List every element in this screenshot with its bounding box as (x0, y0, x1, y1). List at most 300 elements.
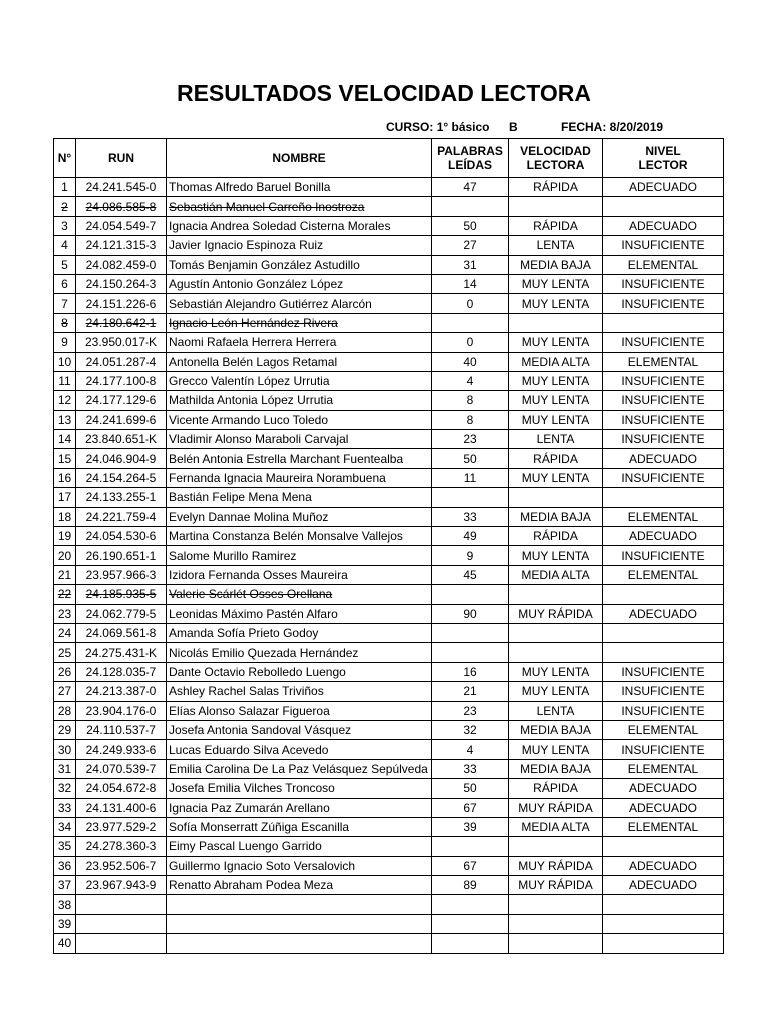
row-velocidad: LENTA (536, 238, 575, 253)
row-number-cell (54, 391, 76, 410)
row-number: 39 (57, 917, 72, 932)
table-row (54, 507, 724, 526)
row-velocidad: MEDIA BAJA (520, 509, 591, 524)
table-row (54, 352, 724, 371)
row-velocidad: MUY LENTA (521, 393, 590, 408)
row-run-cell (76, 371, 167, 390)
row-run-cell (76, 643, 167, 662)
row-number: 12 (57, 393, 72, 408)
row-run: 23.957.966-3 (85, 568, 157, 582)
row-number-cell (54, 488, 76, 507)
row-nivel: ADECUADO (628, 606, 697, 621)
row-palabras-cell (432, 371, 509, 390)
row-run: 24.221.759-4 (85, 509, 157, 524)
row-velocidad: RÁPIDA (533, 781, 578, 796)
row-nivel: ADECUADO (628, 858, 697, 873)
row-number: 23 (57, 606, 72, 621)
row-palabras-cell (432, 507, 509, 526)
row-number: 5 (61, 257, 68, 272)
row-nivel-cell (603, 720, 724, 739)
row-number: 24 (57, 626, 72, 641)
row-run: 24.213.387-0 (85, 684, 157, 699)
row-nombre-cell (167, 546, 432, 565)
row-nivel-cell (603, 468, 724, 487)
row-palabras-cell (432, 410, 509, 429)
table-row (54, 662, 724, 681)
row-velocidad-cell (509, 507, 603, 526)
row-number-cell (54, 740, 76, 759)
row-velocidad-cell (509, 274, 603, 293)
row-run: 24.180.642-1 (85, 315, 157, 330)
row-run: 23.950.017-K (84, 335, 158, 350)
row-nivel: ELEMENTAL (627, 761, 699, 776)
row-nivel-cell (603, 294, 724, 313)
row-nivel: ADECUADO (628, 180, 697, 195)
row-palabras: 0 (466, 296, 474, 311)
row-number-cell (54, 682, 76, 701)
row-number-cell (54, 779, 76, 798)
row-velocidad: MUY LENTA (521, 742, 590, 757)
row-number-cell (54, 934, 76, 953)
row-nombre: Renatto Abraham Podea Meza (169, 878, 334, 893)
header-nivel (603, 139, 724, 178)
row-velocidad: MUY LENTA (521, 374, 590, 389)
row-run: 23.967.943-9 (85, 878, 157, 893)
row-velocidad-cell (509, 527, 603, 546)
row-velocidad-cell (509, 410, 603, 429)
row-velocidad: MUY RÁPIDA (518, 606, 593, 621)
row-nombre-cell (167, 527, 432, 546)
table-row (54, 371, 724, 390)
row-nombre-cell (167, 662, 432, 681)
row-palabras: 16 (463, 664, 477, 679)
row-number-cell (54, 817, 76, 836)
row-number: 14 (57, 432, 72, 447)
row-number-cell (54, 914, 76, 933)
table-row (54, 837, 724, 856)
row-number: 32 (57, 781, 72, 796)
row-nivel: ADECUADO (628, 529, 697, 544)
row-number: 8 (61, 315, 68, 330)
row-number: 38 (57, 897, 72, 912)
row-nombre-cell (167, 507, 432, 526)
row-nombre: Dante Octavio Rebolledo Luengo (169, 664, 346, 679)
row-palabras: 4 (466, 742, 474, 757)
table-row (54, 779, 724, 798)
row-palabras: 89 (463, 878, 477, 893)
row-nivel: INSUFICIENTE (621, 664, 705, 679)
row-nivel: INSUFICIENTE (621, 703, 705, 718)
row-palabras-cell (432, 720, 509, 739)
row-velocidad: MEDIA ALTA (521, 820, 590, 835)
row-number: 18 (57, 509, 72, 524)
row-nivel-cell (603, 817, 724, 836)
row-run-cell (76, 934, 167, 953)
row-nombre: Salome Murillo Ramirez (169, 548, 297, 563)
row-number: 28 (57, 703, 72, 718)
row-run: 24.177.129-6 (85, 393, 157, 408)
table-row (54, 817, 724, 836)
row-velocidad: MEDIA ALTA (521, 568, 590, 582)
row-number: 37 (57, 878, 72, 893)
row-number: 29 (57, 723, 72, 738)
table-row (54, 740, 724, 759)
row-nivel-cell (603, 178, 724, 197)
row-number-cell (54, 837, 76, 856)
row-velocidad: MEDIA BAJA (520, 761, 591, 776)
row-palabras-cell (432, 565, 509, 584)
row-number-cell (54, 604, 76, 623)
row-run-cell (76, 197, 167, 216)
row-nivel-cell (603, 740, 724, 759)
curso-field (386, 120, 490, 134)
row-number-cell (54, 565, 76, 584)
row-velocidad: LENTA (536, 703, 575, 718)
row-run: 26.190.651-1 (85, 548, 157, 563)
row-velocidad: MEDIA BAJA (520, 257, 591, 272)
table-row (54, 527, 724, 546)
row-number-cell (54, 527, 76, 546)
row-run: 24.054.530-6 (85, 529, 157, 544)
row-palabras-cell (432, 682, 509, 701)
row-nombre-cell (167, 294, 432, 313)
row-run-cell (76, 333, 167, 352)
row-number-cell (54, 876, 76, 895)
row-palabras-cell (432, 759, 509, 778)
row-number-cell (54, 585, 76, 604)
row-velocidad-cell (509, 934, 603, 953)
table-row (54, 468, 724, 487)
row-nombre: Guillermo Ignacio Soto Versalovich (169, 858, 356, 873)
row-nombre-cell (167, 682, 432, 701)
table-row (54, 682, 724, 701)
row-number: 15 (57, 451, 72, 466)
header-palabras-line1: PALABRAS (437, 144, 503, 158)
row-number: 6 (61, 277, 68, 292)
row-palabras: 67 (463, 800, 477, 815)
row-number: 17 (57, 490, 72, 505)
row-run-cell (76, 178, 167, 197)
row-number: 20 (57, 548, 72, 563)
row-palabras-cell (432, 352, 509, 371)
row-nombre: Amanda Sofía Prieto Godoy (169, 626, 319, 641)
row-nombre-cell (167, 430, 432, 449)
row-palabras-cell (432, 216, 509, 235)
row-run: 24.051.287-4 (85, 354, 157, 369)
row-palabras: 50 (463, 218, 477, 233)
row-number: 16 (57, 471, 72, 486)
row-nombre: Javier Ignacio Espinoza Ruiz (169, 238, 324, 253)
row-run: 24.128.035-7 (85, 664, 157, 679)
row-nombre: Tomás Benjamin González Astudillo (169, 257, 360, 272)
row-number-cell (54, 507, 76, 526)
table-row (54, 197, 724, 216)
table-row (54, 178, 724, 197)
row-run-cell (76, 798, 167, 817)
row-run-cell (76, 546, 167, 565)
table-row (54, 856, 724, 875)
table-row (54, 391, 724, 410)
row-nombre-cell (167, 643, 432, 662)
row-number-cell (54, 759, 76, 778)
table-row (54, 604, 724, 623)
row-nivel: ADECUADO (628, 781, 697, 796)
row-palabras: 14 (463, 277, 477, 292)
row-nivel-cell (603, 643, 724, 662)
row-run-cell (76, 604, 167, 623)
row-run: 23.840.651-K (84, 432, 158, 447)
row-velocidad-cell (509, 178, 603, 197)
row-run-cell (76, 488, 167, 507)
row-run-cell (76, 585, 167, 604)
row-velocidad: MUY RÁPIDA (518, 800, 593, 815)
row-nivel: INSUFICIENTE (621, 432, 705, 447)
row-palabras-cell (432, 333, 509, 352)
row-velocidad: MUY LENTA (521, 277, 590, 292)
row-nivel-cell (603, 236, 724, 255)
row-nivel: INSUFICIENTE (621, 742, 705, 757)
row-number-cell (54, 352, 76, 371)
table-row (54, 294, 724, 313)
row-run-cell (76, 449, 167, 468)
row-run-cell (76, 876, 167, 895)
row-nivel-cell (603, 449, 724, 468)
row-nombre-cell (167, 352, 432, 371)
row-nombre: Agustín Antonio González López (169, 277, 344, 292)
row-nombre-cell (167, 333, 432, 352)
row-nivel: ELEMENTAL (627, 509, 699, 524)
row-palabras-cell (432, 255, 509, 274)
row-palabras-cell (432, 798, 509, 817)
row-palabras-cell (432, 546, 509, 565)
row-velocidad-cell (509, 720, 603, 739)
row-run-cell (76, 701, 167, 720)
row-nombre: Vicente Armando Luco Toledo (169, 412, 329, 427)
row-number: 27 (57, 684, 72, 699)
row-palabras: 90 (463, 606, 477, 621)
row-nombre-cell (167, 856, 432, 875)
row-nivel-cell (603, 914, 724, 933)
row-run-cell (76, 294, 167, 313)
row-number: 4 (61, 238, 68, 253)
row-nivel: ADECUADO (628, 451, 697, 466)
row-nombre: Leonidas Máximo Pastén Alfaro (169, 606, 338, 621)
table-row (54, 798, 724, 817)
row-number-cell (54, 662, 76, 681)
row-palabras: 0 (466, 335, 474, 350)
row-velocidad-cell (509, 391, 603, 410)
row-velocidad: RÁPIDA (533, 180, 578, 195)
row-palabras-cell (432, 430, 509, 449)
row-nivel: ELEMENTAL (627, 568, 699, 582)
row-nombre: Izidora Fernanda Osses Maureira (169, 568, 348, 582)
row-velocidad-cell (509, 798, 603, 817)
header-row (54, 139, 724, 178)
row-nivel: INSUFICIENTE (621, 277, 705, 292)
row-run-cell (76, 410, 167, 429)
row-nivel-cell (603, 798, 724, 817)
row-velocidad-cell (509, 604, 603, 623)
table-row (54, 546, 724, 565)
row-velocidad-cell (509, 701, 603, 720)
row-nivel: ELEMENTAL (627, 354, 699, 369)
row-palabras: 33 (463, 509, 477, 524)
table-row (54, 623, 724, 642)
row-velocidad-cell (509, 817, 603, 836)
row-nivel: ADECUADO (628, 800, 697, 815)
row-nombre-cell (167, 468, 432, 487)
row-run: 24.070.539-7 (85, 761, 157, 776)
row-number-cell (54, 178, 76, 197)
row-number: 7 (61, 296, 68, 311)
row-nombre-cell (167, 178, 432, 197)
row-run: 24.151.226-6 (85, 296, 157, 311)
row-palabras: 47 (463, 180, 477, 195)
fecha-label: FECHA: (561, 120, 607, 134)
table-row (54, 333, 724, 352)
row-velocidad-cell (509, 876, 603, 895)
row-run-cell (76, 527, 167, 546)
row-nombre-cell (167, 895, 432, 914)
row-nivel-cell (603, 856, 724, 875)
row-number-cell (54, 274, 76, 293)
row-number-cell (54, 701, 76, 720)
row-nivel-cell (603, 488, 724, 507)
row-velocidad: RÁPIDA (533, 529, 578, 544)
header-run: RUN (76, 139, 167, 178)
row-velocidad-cell (509, 895, 603, 914)
page-title: RESULTADOS VELOCIDAD LECTORA (176, 80, 591, 106)
row-nombre-cell (167, 585, 432, 604)
row-run-cell (76, 817, 167, 836)
row-run: 24.150.264-3 (85, 277, 157, 292)
row-velocidad: MEDIA BAJA (520, 723, 591, 738)
row-palabras: 32 (463, 723, 477, 738)
row-palabras-cell (432, 449, 509, 468)
row-palabras-cell (432, 623, 509, 642)
row-run-cell (76, 682, 167, 701)
fecha-value: 8/20/2019 (609, 120, 664, 134)
row-velocidad: RÁPIDA (533, 451, 578, 466)
row-nivel-cell (603, 352, 724, 371)
curso-value: 1° básico (436, 120, 490, 134)
row-velocidad-cell (509, 468, 603, 487)
row-velocidad: RÁPIDA (533, 218, 578, 233)
row-run-cell (76, 391, 167, 410)
row-number-cell (54, 216, 76, 235)
row-velocidad-cell (509, 740, 603, 759)
row-velocidad: MUY RÁPIDA (518, 878, 593, 893)
row-palabras-cell (432, 895, 509, 914)
row-velocidad: MUY LENTA (521, 412, 590, 427)
row-nombre-cell (167, 604, 432, 623)
row-nombre: Grecco Valentín López Urrutia (169, 374, 330, 389)
row-number: 35 (57, 839, 72, 854)
row-number-cell (54, 313, 76, 332)
header-palabras-line2: LEÍDAS (447, 158, 492, 172)
row-run: 24.062.779-5 (85, 606, 157, 621)
row-palabras-cell (432, 274, 509, 293)
row-nivel: INSUFICIENTE (621, 412, 705, 427)
row-velocidad-cell (509, 759, 603, 778)
row-palabras-cell (432, 837, 509, 856)
row-number-cell (54, 623, 76, 642)
row-nombre: Nicolás Emilio Quezada Hernández (169, 645, 359, 660)
row-nombre-cell (167, 934, 432, 953)
row-run-cell (76, 236, 167, 255)
row-nombre-cell (167, 740, 432, 759)
row-palabras: 11 (463, 471, 477, 486)
row-run: 24.110.537-7 (86, 723, 156, 738)
row-nivel: INSUFICIENTE (621, 684, 705, 699)
row-nivel-cell (603, 623, 724, 642)
row-velocidad-cell (509, 333, 603, 352)
row-run-cell (76, 274, 167, 293)
row-number: 3 (61, 218, 68, 233)
row-palabras: 31 (463, 257, 477, 272)
row-nombre-cell (167, 449, 432, 468)
row-run: 24.241.699-6 (85, 412, 157, 427)
row-number: 10 (57, 354, 72, 369)
table-row (54, 449, 724, 468)
row-run-cell (76, 740, 167, 759)
row-number: 31 (57, 761, 72, 776)
row-run-cell (76, 720, 167, 739)
row-palabras: 50 (463, 451, 477, 466)
header-velocidad-line2: LECTORA (526, 158, 585, 172)
row-palabras-cell (432, 585, 509, 604)
table-row (54, 410, 724, 429)
table-row (54, 720, 724, 739)
row-number: 40 (57, 936, 72, 951)
row-nombre-cell (167, 488, 432, 507)
row-nombre: Ignacia Andrea Soledad Cisterna Morales (169, 218, 391, 233)
row-number-cell (54, 294, 76, 313)
row-number: 2 (61, 199, 68, 214)
row-nombre-cell (167, 255, 432, 274)
row-velocidad-cell (509, 623, 603, 642)
row-number-cell (54, 197, 76, 216)
row-nivel-cell (603, 604, 724, 623)
row-palabras-cell (432, 914, 509, 933)
row-nivel-cell (603, 701, 724, 720)
row-velocidad-cell (509, 313, 603, 332)
row-nombre-cell (167, 701, 432, 720)
row-palabras-cell (432, 779, 509, 798)
row-run: 24.154.264-5 (85, 471, 157, 486)
table-row (54, 914, 724, 933)
row-nivel-cell (603, 333, 724, 352)
row-run-cell (76, 430, 167, 449)
row-nivel-cell (603, 371, 724, 390)
row-nombre: Elías Alonso Salazar Figueroa (169, 703, 330, 718)
row-palabras: 50 (463, 781, 477, 796)
row-nivel-cell (603, 779, 724, 798)
row-nombre: Thomas Alfredo Baruel Bonilla (169, 180, 331, 195)
row-palabras: 8 (466, 393, 474, 408)
row-run-cell (76, 507, 167, 526)
row-velocidad-cell (509, 914, 603, 933)
row-velocidad-cell (509, 430, 603, 449)
row-run: 24.082.459-0 (85, 257, 157, 272)
row-run: 24.131.400-6 (85, 800, 157, 815)
row-run-cell (76, 216, 167, 235)
table-row (54, 274, 724, 293)
row-nombre: Antonella Belén Lagos Retamal (169, 354, 338, 369)
row-nombre: Emilia Carolina De La Paz Velásquez Sepúlveda (169, 761, 428, 776)
table-row (54, 876, 724, 895)
row-nombre: Bastián Felipe Mena Mena (169, 490, 312, 505)
